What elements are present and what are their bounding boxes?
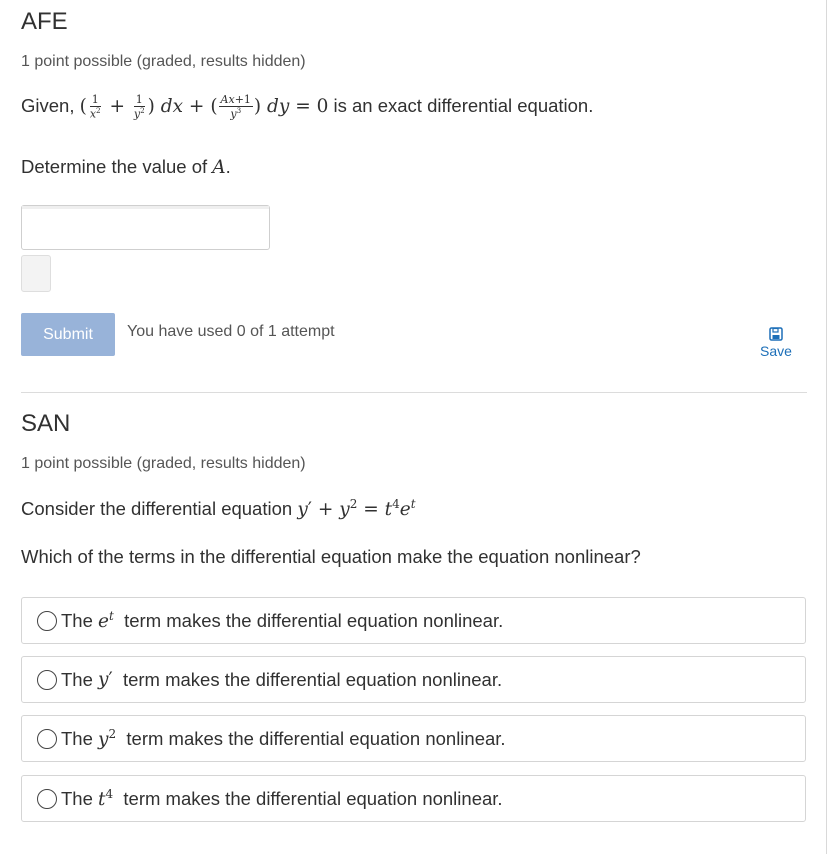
variable-a: A (212, 157, 226, 178)
problem-title: AFE (21, 8, 68, 35)
save-label: Save (760, 343, 792, 359)
problem-statement (21, 94, 593, 120)
save-button[interactable] (752, 327, 800, 359)
attempts-text: You have used 0 of 1 attempt (127, 323, 335, 340)
option-suffix: term makes the differential equation nonlinear. (124, 609, 504, 631)
determine-label: Determine the value of (21, 156, 208, 177)
answer-status-indicator (21, 255, 51, 292)
option-prefix: The (61, 609, 93, 631)
answer-input[interactable] (21, 205, 270, 250)
radio-button[interactable] (37, 729, 57, 749)
equation: $y' + y^2 = t^4e^t$ (297, 497, 416, 521)
equation-suffix: is an exact differential equation. (333, 94, 594, 116)
radio-button[interactable] (37, 789, 57, 809)
radio-button[interactable] (37, 670, 57, 690)
answer-input-shadow (22, 206, 269, 209)
option-prefix: The (61, 787, 93, 809)
question-text: Which of the terms in the differential equation make the equation nonlinear? (21, 546, 641, 567)
option-term: $t^4$ (98, 786, 114, 811)
option-term: $y^2$ (98, 726, 117, 751)
problem-meta: 1 point possible (graded, results hidden) (21, 455, 306, 472)
choice-option[interactable] (21, 597, 806, 644)
problem-title: SAN (21, 410, 71, 437)
option-suffix: term makes the differential equation nonlinear. (122, 668, 503, 690)
submit-button[interactable]: Submit (21, 313, 115, 356)
option-suffix: term makes the differential equation nonlinear. (126, 727, 506, 749)
section-divider (21, 392, 807, 393)
option-prefix: The (61, 668, 93, 690)
problem-meta: 1 point possible (graded, results hidden) (21, 53, 306, 70)
option-prefix: The (61, 727, 93, 749)
consider-label: Consider the differential equation (21, 498, 293, 520)
floppy-disk-icon (769, 327, 783, 341)
option-term: $e^t$ (98, 608, 114, 633)
choice-option[interactable] (21, 656, 806, 703)
problem-statement (21, 497, 416, 520)
option-suffix: term makes the differential equation nonlinear. (123, 787, 503, 809)
given-label: Given, (21, 94, 75, 116)
determine-period: . (225, 156, 231, 177)
choice-option[interactable] (21, 715, 806, 762)
equation: ( $\frac{1}{x^2}$ + $\frac{1}{y^2}$ ) dx + ( $\frac{Ax+1}{y^3}$ ) dy = 0 (79, 93, 329, 121)
radio-button[interactable] (37, 611, 57, 631)
determine-text (21, 156, 231, 178)
option-term: y′ (98, 669, 113, 690)
choice-option[interactable] (21, 775, 806, 822)
